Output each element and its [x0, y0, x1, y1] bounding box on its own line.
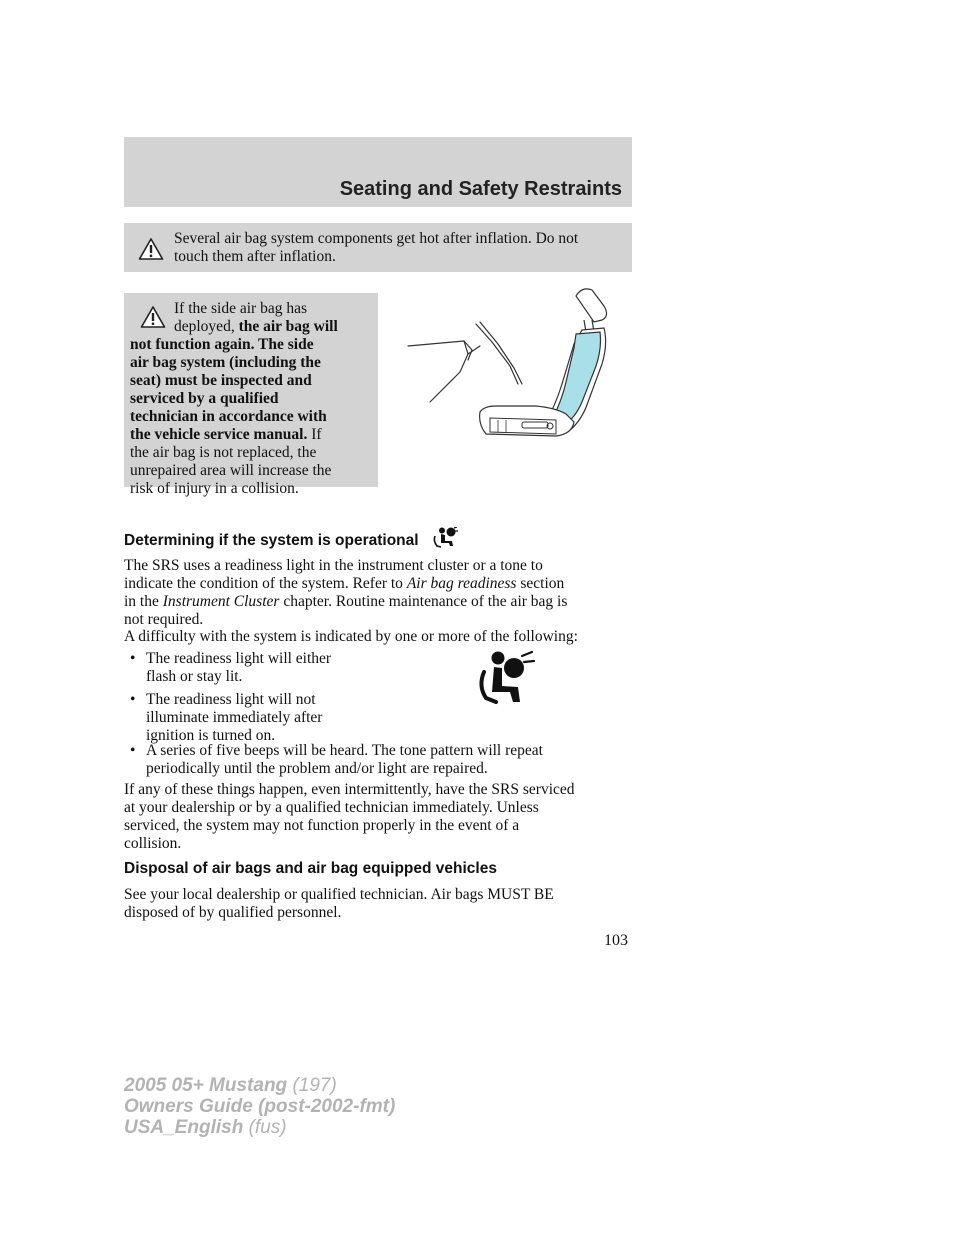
paragraph-line: not required. — [124, 611, 204, 628]
warning-line: touch them after inflation. — [174, 248, 336, 265]
paragraph-line — [124, 593, 636, 611]
warning-line — [130, 318, 376, 336]
page-number: 103 — [604, 932, 628, 949]
list-line: ignition is turned on. — [146, 727, 276, 744]
paragraph-difficulty-intro — [124, 628, 644, 646]
list-item — [130, 650, 390, 686]
warning-line: the air bag is not replaced, the — [130, 444, 317, 461]
warning-fragment: deployed, — [174, 318, 239, 335]
warning-line: If the side air bag has — [174, 300, 307, 317]
list-line: The readiness light will either — [146, 650, 332, 667]
list-item-text — [146, 742, 640, 778]
paragraph-line: The SRS uses a readiness light in the instrument cluster or a tone to — [124, 557, 543, 574]
list-line: flash or stay lit. — [146, 668, 243, 685]
paragraph-line — [124, 575, 636, 593]
warning-line: Several air bag system components get hot after inflation. Do not — [174, 230, 579, 247]
text-fragment: section — [516, 575, 565, 592]
paragraph-line: disposed of by qualified personnel. — [124, 904, 342, 921]
paragraph-line: If any of these things happen, even intermittently, have the SRS serviced — [124, 781, 575, 798]
list-line: A series of five beeps will be heard. The tone pattern will repeat — [146, 742, 543, 759]
warning-emphasis: the vehicle service manual. — [130, 426, 308, 443]
side-airbag-seat-illustration — [406, 284, 612, 450]
paragraph-line: serviced, the system may not function properly in the event of a — [124, 817, 520, 834]
heading-text: Disposal of air bags and air bag equipped vehicles — [124, 860, 497, 877]
warning-line: risk of injury in a collision. — [130, 480, 299, 497]
warning-fragment: If — [307, 426, 322, 443]
heading-system-operational — [124, 532, 419, 550]
footer-text: Owners Guide (post-2002-fmt) — [124, 1096, 396, 1117]
warning-text — [174, 230, 626, 266]
section-title: Seating and Safety Restraints — [339, 178, 622, 200]
cross-reference: Instrument Cluster — [162, 593, 280, 610]
bullet-glyph: • — [130, 742, 136, 759]
footer-line — [124, 1075, 395, 1096]
warning-triangle-icon — [138, 237, 164, 261]
warning-line — [130, 426, 376, 444]
list-item — [130, 691, 390, 745]
heading-airbag-disposal — [124, 860, 497, 878]
heading-text: Determining if the system is operational — [124, 532, 419, 549]
airbag-warning-light-icon — [474, 650, 536, 714]
paragraph-srs-readiness — [124, 557, 636, 629]
paragraph-line: at your dealership or by a qualified technician immediately. Unless — [124, 799, 539, 816]
paragraph-line: A difficulty with the system is indicated by one or more of the following: — [124, 628, 578, 645]
footer-text: 2005 05+ Mustang — [124, 1075, 288, 1096]
list-item-text — [146, 650, 331, 686]
warning-emphasis: the air bag will — [238, 318, 338, 335]
list-item-text — [146, 691, 322, 745]
warning-text — [130, 300, 376, 498]
text-fragment: chapter. Routine maintenance of the air bag is — [279, 593, 568, 610]
footer-text: (197) — [287, 1075, 337, 1096]
text-fragment: in the — [124, 593, 163, 610]
paragraph-line: See your local dealership or qualified technician. Air bags MUST BE — [124, 886, 554, 903]
footer-line — [124, 1117, 395, 1138]
warning-line: unrepaired area will increase the — [130, 462, 332, 479]
cross-reference: Air bag readiness — [406, 575, 517, 592]
warning-emphasis: not function again. The side — [130, 336, 314, 353]
text-fragment: indicate the condition of the system. Refer to — [124, 575, 407, 592]
bullet-glyph: • — [130, 691, 136, 708]
airbag-readiness-icon — [432, 527, 458, 549]
footer-text: (fus) — [243, 1117, 287, 1138]
bullet-glyph: • — [130, 650, 136, 667]
warning-emphasis: seat) must be inspected and — [130, 372, 312, 389]
warning-box-hot-components — [124, 223, 632, 272]
paragraph-disposal — [124, 886, 644, 922]
warning-box-side-airbag-deployed — [124, 293, 378, 497]
footer-line — [124, 1096, 395, 1117]
warning-emphasis: serviced by a qualified — [130, 390, 279, 407]
section-header-band — [124, 137, 632, 207]
list-item — [130, 742, 640, 778]
document-footer — [124, 1075, 395, 1138]
footer-text: USA_English — [124, 1117, 244, 1138]
paragraph-line: collision. — [124, 835, 182, 852]
warning-emphasis: air bag system (including the — [130, 354, 321, 371]
warning-emphasis: technician in accordance with — [130, 408, 327, 425]
list-line: illuminate immediately after — [146, 709, 323, 726]
list-line: The readiness light will not — [146, 691, 316, 708]
list-line: periodically until the problem and/or light are repaired. — [146, 760, 488, 777]
paragraph-service-advice — [124, 781, 644, 853]
